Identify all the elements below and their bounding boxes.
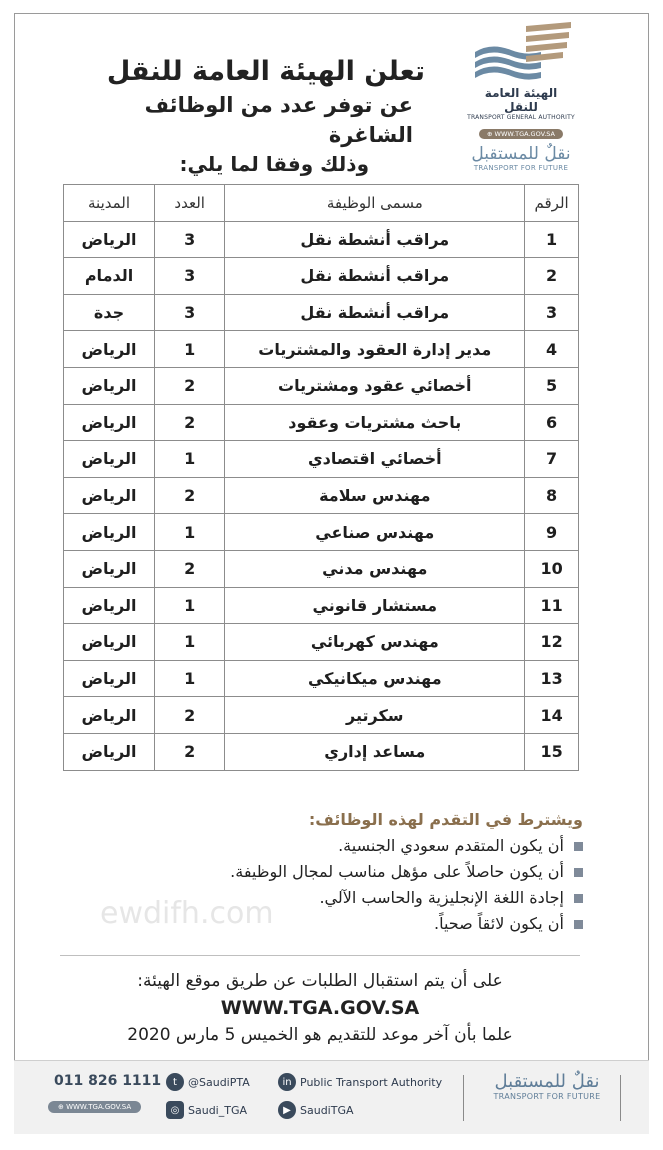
cell-city: الرياض xyxy=(64,624,155,661)
table-row xyxy=(64,587,579,624)
requirement-text: أن يكون حاصلاً على مؤهل مناسب لمجال الوظيفة. xyxy=(230,862,564,881)
header-num: الرقم xyxy=(525,185,579,222)
table-row xyxy=(64,733,579,770)
cell-title: مراقب أنشطة نقل xyxy=(225,221,525,258)
requirement-text: إجادة اللغة الإنجليزية والحاسب الآلي. xyxy=(319,888,564,907)
footer-divider xyxy=(463,1075,464,1121)
linkedin-icon: in xyxy=(278,1073,296,1091)
cell-city: الرياض xyxy=(64,514,155,551)
linkedin-handle: Public Transport Authority xyxy=(300,1075,443,1089)
cell-num: 6 xyxy=(525,404,579,441)
cell-title: أخصائي عقود ومشتريات xyxy=(225,367,525,404)
headline-line-2: عن توفر عدد من الوظائف الشاغرة xyxy=(144,93,413,147)
table-row xyxy=(64,550,579,587)
list-item xyxy=(83,833,583,859)
table-row xyxy=(64,660,579,697)
cell-title: مهندس مدني xyxy=(225,550,525,587)
tga-logo-mark xyxy=(471,22,571,84)
cell-num: 7 xyxy=(525,441,579,478)
table-header-row xyxy=(64,185,579,222)
table-row xyxy=(64,221,579,258)
cell-title: مهندس ميكانيكي xyxy=(225,660,525,697)
cell-city: الرياض xyxy=(64,587,155,624)
cell-count: 1 xyxy=(155,587,225,624)
divider xyxy=(60,955,580,956)
cell-city: الرياض xyxy=(64,697,155,734)
list-item xyxy=(83,859,583,885)
cell-count: 1 xyxy=(155,660,225,697)
cell-city: الرياض xyxy=(64,733,155,770)
requirement-text: أن يكون المتقدم سعودي الجنسية. xyxy=(338,836,564,855)
cell-city: الدمام xyxy=(64,258,155,295)
cell-title: باحث مشتريات وعقود xyxy=(225,404,525,441)
twitter-handle: @SaudiPTA xyxy=(188,1075,250,1089)
cell-count: 1 xyxy=(155,624,225,661)
logo-name-en: TRANSPORT GENERAL AUTHORITY xyxy=(467,114,575,121)
cell-num: 12 xyxy=(525,624,579,661)
cell-city: الرياض xyxy=(64,477,155,514)
cell-city: الرياض xyxy=(64,550,155,587)
cell-count: 2 xyxy=(155,404,225,441)
cell-city: الرياض xyxy=(64,660,155,697)
cell-num: 5 xyxy=(525,367,579,404)
footer-tagline-ar: نقلٌ للمستقبل xyxy=(494,1071,600,1092)
requirement-text: أن يكون لائقاً صحياً. xyxy=(433,914,564,933)
cell-title: مستشار قانوني xyxy=(225,587,525,624)
cell-title: مراقب أنشطة نقل xyxy=(225,258,525,295)
note-website[interactable]: WWW.TGA.GOV.SA xyxy=(220,997,420,1019)
youtube-icon: ▶ xyxy=(278,1101,296,1119)
headline-line-3: وذلك وفقا لما يلي: xyxy=(179,152,369,176)
headline-line-1: تعلن الهيئة العامة للنقل xyxy=(106,56,425,87)
watermark: ewdifh.com xyxy=(100,896,274,931)
application-note xyxy=(40,968,600,1048)
cell-num: 1 xyxy=(525,221,579,258)
twitter-icon: t xyxy=(166,1073,184,1091)
cell-count: 2 xyxy=(155,550,225,587)
cell-num: 8 xyxy=(525,477,579,514)
cell-num: 2 xyxy=(525,258,579,295)
footer xyxy=(14,1060,649,1134)
header-count: العدد xyxy=(155,185,225,222)
footer-twitter[interactable] xyxy=(166,1073,250,1091)
table-row xyxy=(64,514,579,551)
cell-title: مهندس سلامة xyxy=(225,477,525,514)
table-row xyxy=(64,404,579,441)
footer-phone[interactable]: 011 826 1111 xyxy=(54,1073,162,1089)
note-deadline: علما بأن آخر موعد للتقديم هو الخميس 5 مارس 2020 xyxy=(127,1025,513,1045)
footer-divider xyxy=(620,1075,621,1121)
cell-title: أخصائي اقتصادي xyxy=(225,441,525,478)
cell-count: 1 xyxy=(155,331,225,368)
logo-tagline-ar: نقلٌ للمستقبل xyxy=(471,144,571,164)
square-bullet-icon xyxy=(574,894,583,903)
cell-title: مهندس صناعي xyxy=(225,514,525,551)
cell-num: 13 xyxy=(525,660,579,697)
footer-instagram[interactable] xyxy=(166,1101,247,1119)
jobs-table xyxy=(63,184,579,771)
footer-tagline xyxy=(472,1071,622,1101)
footer-linkedin[interactable] xyxy=(278,1073,442,1091)
square-bullet-icon xyxy=(574,842,583,851)
cell-num: 4 xyxy=(525,331,579,368)
cell-title: مساعد إداري xyxy=(225,733,525,770)
table-row xyxy=(64,331,579,368)
logo-website[interactable]: ⊕ WWW.TGA.GOV.SA xyxy=(479,129,563,139)
footer-tagline-en: TRANSPORT FOR FUTURE xyxy=(493,1092,601,1101)
table-row xyxy=(64,477,579,514)
cell-count: 1 xyxy=(155,441,225,478)
header-title: مسمى الوظيفة xyxy=(225,185,525,222)
cell-count: 2 xyxy=(155,697,225,734)
footer-website[interactable]: ⊕ WWW.TGA.GOV.SA xyxy=(48,1101,141,1113)
cell-title: مراقب أنشطة نقل xyxy=(225,294,525,331)
cell-count: 2 xyxy=(155,477,225,514)
square-bullet-icon xyxy=(574,920,583,929)
square-bullet-icon xyxy=(574,868,583,877)
cell-count: 3 xyxy=(155,221,225,258)
requirements-title: ويشترط في التقدم لهذه الوظائف: xyxy=(308,810,583,829)
cell-title: مدير إدارة العقود والمشتريات xyxy=(225,331,525,368)
cell-count: 2 xyxy=(155,733,225,770)
cell-num: 11 xyxy=(525,587,579,624)
cell-city: الرياض xyxy=(64,441,155,478)
table-row xyxy=(64,697,579,734)
cell-count: 3 xyxy=(155,294,225,331)
table-row xyxy=(64,294,579,331)
logo-tagline-en: TRANSPORT FOR FUTURE xyxy=(473,164,569,172)
footer-youtube[interactable] xyxy=(278,1101,354,1119)
cell-city: الرياض xyxy=(64,331,155,368)
cell-count: 1 xyxy=(155,514,225,551)
cell-num: 9 xyxy=(525,514,579,551)
cell-title: سكرتير xyxy=(225,697,525,734)
cell-city: الرياض xyxy=(64,367,155,404)
instagram-icon: ◎ xyxy=(166,1101,184,1119)
cell-title: مهندس كهربائي xyxy=(225,624,525,661)
table-row xyxy=(64,258,579,295)
cell-count: 3 xyxy=(155,258,225,295)
cell-city: جدة xyxy=(64,294,155,331)
cell-city: الرياض xyxy=(64,221,155,258)
logo-name-ar: الهيئة العامة للنقل xyxy=(484,86,558,114)
youtube-handle: SaudiTGA xyxy=(300,1103,354,1117)
tga-logo xyxy=(466,22,576,182)
header-city: المدينة xyxy=(64,185,155,222)
table-row xyxy=(64,624,579,661)
cell-count: 2 xyxy=(155,367,225,404)
cell-num: 10 xyxy=(525,550,579,587)
headline xyxy=(65,54,425,178)
table-row xyxy=(64,441,579,478)
instagram-handle: Saudi_TGA xyxy=(188,1103,248,1117)
table-row xyxy=(64,367,579,404)
note-line-1: على أن يتم استقبال الطلبات عن طريق موقع الهيئة: xyxy=(137,971,503,991)
cell-num: 15 xyxy=(525,733,579,770)
cell-num: 14 xyxy=(525,697,579,734)
cell-num: 3 xyxy=(525,294,579,331)
cell-city: الرياض xyxy=(64,404,155,441)
